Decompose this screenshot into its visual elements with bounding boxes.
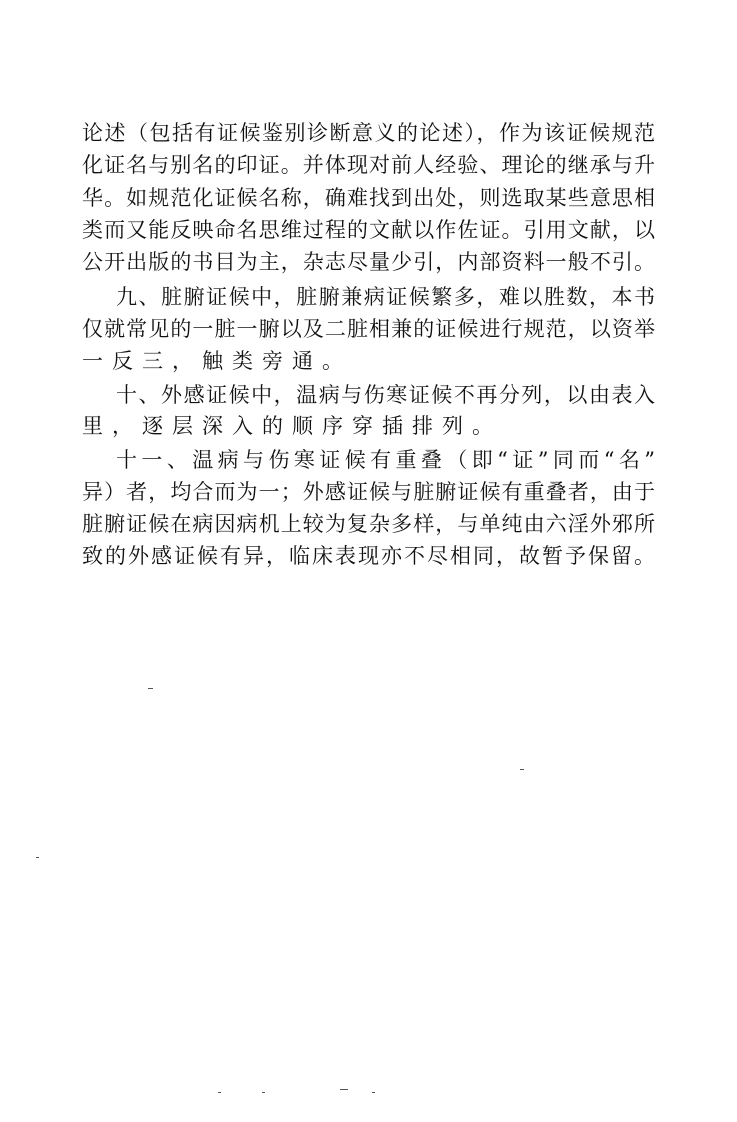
text-line: 十、外感证候中，温病与伤寒证候不再分列，以由表入 [116,383,655,407]
text-line: 十一、温病与伤寒证候有重叠（即“证”同而“名” [116,448,655,472]
scan-speck [372,1092,375,1093]
text-line: 化证名与别名的印证。并体现对前人经验、理论的继承与升 [82,153,655,177]
text-line: 一反三，触类旁通。 [82,349,352,373]
text-line: 异）者，均合而为一；外感证候与脏腑证候有重叠者，由于 [82,480,655,504]
scan-speck [340,1089,348,1090]
text-line: 九、脏腑证候中，脏腑兼病证候繁多，难以胜数，本书 [116,285,655,309]
text-line: 仅就常见的一脏一腑以及二脏相兼的证候进行规范，以资举 [82,317,655,341]
text-line: 类而又能反映命名思维过程的文献以作佐证。引用文献，以 [82,218,655,242]
scan-speck [218,1092,221,1093]
text-line: 论述（包括有证候鉴别诊断意义的论述），作为该证候规范 [82,121,655,145]
text-line: 公开出版的书目为主，杂志尽量少引，内部资料一般不引。 [82,250,655,274]
scan-speck [262,1092,265,1093]
scan-speck [148,688,153,689]
text-line: 致的外感证候有异，临床表现亦不尽相同，故暂予保留。 [82,544,655,568]
text-line: 脏腑证候在病因病机上较为复杂多样，与单纯由六淫外邪所 [82,512,655,536]
text-line: 里，逐层深入的顺序穿插排列。 [82,414,502,438]
scan-speck [520,769,524,770]
text-line: 华。如规范化证候名称，确难找到出处，则选取某些意思相 [82,186,655,210]
scan-speck [36,857,39,858]
